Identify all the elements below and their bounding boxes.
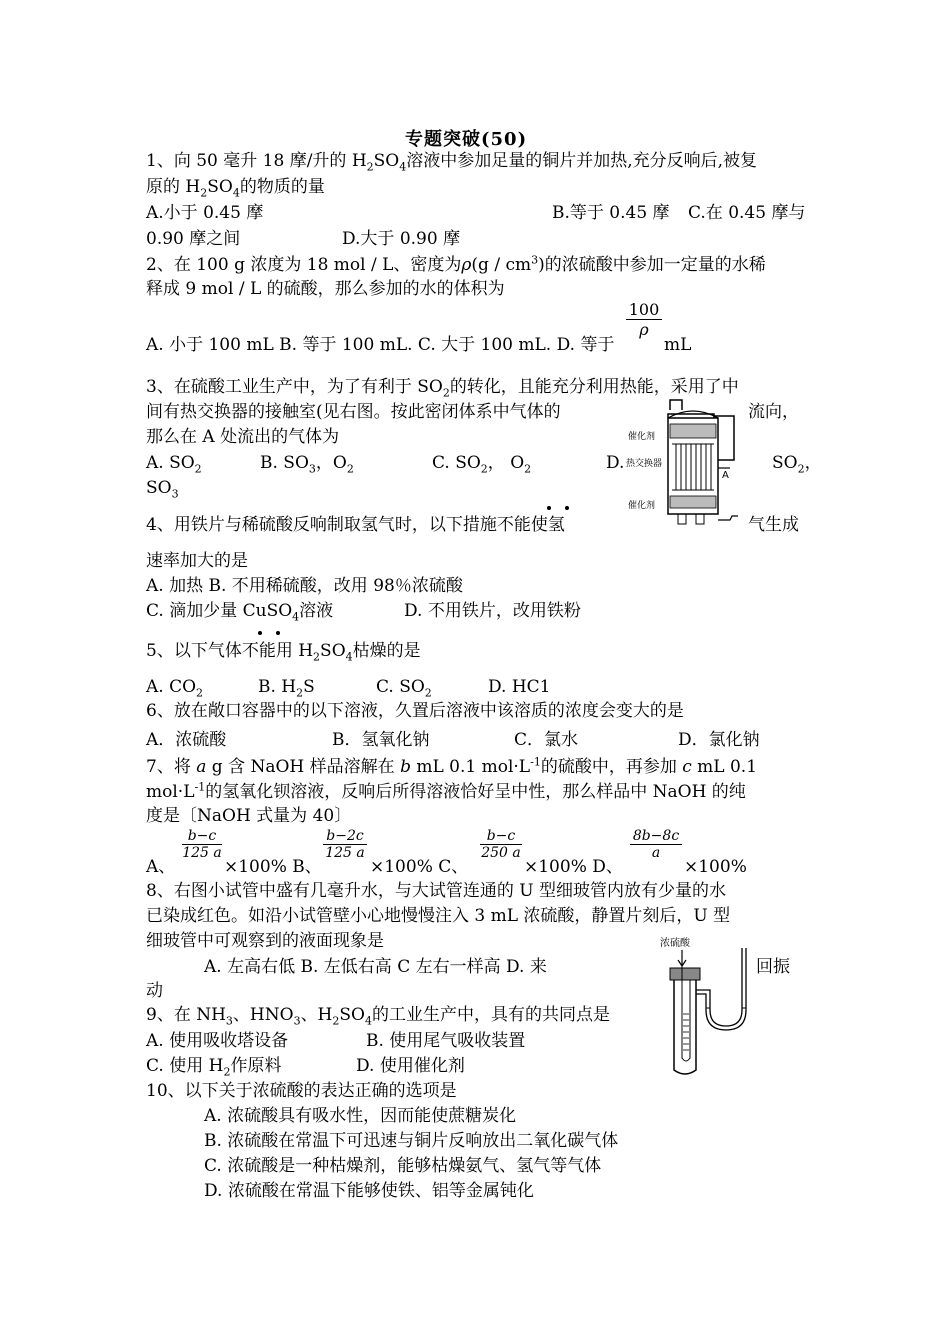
q1-option-b: B.等于 0.45 摩 — [552, 203, 670, 223]
q5-option-c: C. $SO_2$ — [376, 677, 432, 700]
q2-unit: mL — [664, 335, 692, 355]
q1-stem-line1: 1、向 50 毫升 18 摩/升的 $H_2SO_4$溶液中参加足量的铜片并加热,充分反响后,被复 — [146, 151, 758, 174]
q4-stem-line1a: 4、用铁片与稀硫酸反响制取氢气时，以下措施不能使氢 — [146, 515, 565, 535]
q8-stem-line2: 已染成红色。如沿小试管壁小心地慢慢注入 3 mL 浓硫酸，静置片刻后，U 型 — [146, 906, 731, 926]
q7-option-b-label: ×100% B、 — [224, 857, 322, 877]
q2-stem-line2: 释成 9 mol / L 的硫酸，那么参加的水的体积为 — [146, 279, 505, 299]
q8-stem-line1: 8、右图小试管中盛有几毫升水，与大试管连通的 U 型细玻管内放有少量的水 — [146, 881, 726, 901]
q1-option-c: C.在 0.45 摩与 — [688, 203, 806, 223]
q3-stem-line1: 3、在硫酸工业生产中，为了有利于 $SO_2$的转化，且能充分利用热能，采用了中 — [146, 377, 739, 400]
q8-option-d-cont: 回振 — [756, 957, 790, 977]
q8-stem-line3: 细玻管中可观察到的液面现象是 — [146, 931, 384, 951]
q1-stem-line2: 原的 $H_2SO_4$的物质的量 — [146, 177, 325, 200]
fig-conc-acid-label: 浓硫酸 — [660, 938, 690, 949]
q7-fraction-b: $\frac{b-2c}{125 a}$ — [323, 828, 367, 861]
q5-option-b: B. $H_2S$ — [258, 677, 315, 700]
q4-option-d: D. 不用铁片，改用铁粉 — [404, 601, 581, 621]
emphasis-dot — [547, 506, 551, 510]
q6-option-b: B．氢氧化钠 — [332, 730, 430, 750]
q1-option-c-cont: 0.90 摩之间 — [146, 229, 241, 249]
q7-fraction-a: $\frac{b-c}{125 a}$ — [182, 828, 222, 861]
q3-stem-line2b: 流向， — [748, 402, 799, 422]
q7-option-a-label: A、 — [146, 857, 176, 877]
q6-option-a: A．浓硫酸 — [146, 730, 227, 750]
emphasis-dot — [276, 631, 280, 635]
q3-option-b: B. $SO_3$，$O_2$ — [260, 453, 354, 476]
emphasis-dot — [565, 506, 569, 510]
q7-option-d-label: ×100% D、 — [524, 857, 623, 877]
q3-option-d: D. — [606, 453, 625, 473]
q8-option-d-cont2: 动 — [146, 981, 163, 1001]
q4-option-c: C. 滴加少量 CuSO$_4$溶液 — [146, 601, 334, 624]
q5-option-d: D. HC1 — [488, 677, 551, 697]
q7-stem-line2: $mol\cdot L^{-1}$的氢氧化钡溶液，反响后所得溶液恰好呈中性，那么样品中 NaOH 的纯 — [146, 780, 746, 802]
q9-option-a: A. 使用吸收塔设备 — [146, 1031, 289, 1051]
q8-options: A. 左高右低 B. 左低右高 C 左右一样高 D. 来 — [204, 957, 547, 977]
q2-options: A. 小于 100 mL B. 等于 100 mL. C. 大于 100 mL. D. 等于 — [146, 335, 615, 355]
q5-stem: 5、以下气体不能用 $H_2SO_4$枯燥的是 — [146, 641, 421, 664]
q10-option-c: C. 浓硫酸是一种枯燥剂，能够枯燥氨气、氢气等气体 — [204, 1156, 602, 1176]
contact-chamber-figure — [626, 396, 746, 534]
emphasis-dot — [258, 631, 262, 635]
q9-option-c: C. 使用 $H_2$作原料 — [146, 1056, 282, 1079]
q3-option-d-cont: $SO_2$， — [772, 453, 822, 476]
q4-options-ab: A. 加热 B. 不用稀硫酸，改用 98％浓硫酸 — [146, 576, 463, 596]
page-title: 专题突破(50) — [405, 129, 528, 150]
q7-option-c-label: ×100% C、 — [370, 857, 469, 877]
q7-option-d-suffix: ×100% — [684, 857, 747, 877]
q3-option-d-cont2: $SO_3$ — [146, 478, 179, 501]
q9-option-d: D. 使用催化剂 — [356, 1056, 465, 1076]
fig-catalyst-label-bottom: 催化剂 — [628, 501, 656, 511]
q7-stem-line1: 7、将 a g 含 NaOH 样品溶解在 b mL 0.1 $mol\cdot L^{-1}$的硫酸中，再参加 c mL 0.1 — [146, 755, 758, 777]
q1-option-d: D.大于 0.90 摩 — [342, 229, 461, 249]
q3-option-a: A. $SO_2$ — [146, 453, 202, 476]
q9-stem: 9、在 $NH_3$、$HNO_3$、$H_2SO_4$的工业生产中，具有的共同点是 — [146, 1005, 610, 1028]
q6-stem: 6、放在敞口容器中的以下溶液，久置后溶液中该溶质的浓度会变大的是 — [146, 701, 684, 721]
q10-option-a: A. 浓硫酸具有吸水性，因而能使蔗糖炭化 — [204, 1106, 517, 1126]
q10-option-b: B. 浓硫酸在常温下可迅速与铜片反响放出二氧化碳气体 — [204, 1131, 619, 1151]
q7-fraction-c: $\frac{b-c}{250 a}$ — [481, 828, 521, 861]
fig-catalyst-label-top: 催化剂 — [628, 432, 656, 442]
q6-option-c: C．氯水 — [514, 730, 579, 750]
q3-stem-line3: 那么在 A 处流出的气体为 — [146, 427, 340, 447]
u-tube-figure — [656, 934, 756, 1082]
q5-option-a: A. $CO_2$ — [146, 677, 204, 700]
q1-option-a: A.小于 0.45 摩 — [146, 203, 264, 223]
q10-stem: 10、以下关于浓硫酸的表达正确的选项是 — [146, 1081, 457, 1101]
q10-option-d: D. 浓硫酸在常温下能够使铁、铝等金属钝化 — [204, 1181, 534, 1201]
q4-stem-line1b: 气生成 — [748, 515, 799, 535]
fig-outlet-a-label: A — [722, 470, 729, 481]
q3-option-c: C. $SO_2$， $O_2$ — [432, 453, 532, 476]
q9-option-b: B. 使用尾气吸收装置 — [366, 1031, 526, 1051]
q4-stem-line2: 速率加大的是 — [146, 551, 248, 571]
q7-fraction-d: $\frac{8b-8c}{a}$ — [630, 828, 682, 861]
q2-fraction: $\frac{100}{\rho}$ — [626, 300, 662, 339]
fig-heat-exchanger-label: 热交换器 — [626, 459, 663, 469]
q3-stem-line2a: 间有热交换器的接触室(见右图。按此密闭体系中气体的 — [146, 402, 561, 422]
q7-stem-line3: 度是〔NaOH 式量为 40〕 — [146, 806, 352, 826]
q6-option-d: D．氯化钠 — [678, 730, 760, 750]
q2-stem-line1: 2、在 100 g 浓度为 18 mol / L、密度为$\rho(g / cm^3)$的浓硫酸中参加一定量的水稀 — [146, 253, 766, 275]
